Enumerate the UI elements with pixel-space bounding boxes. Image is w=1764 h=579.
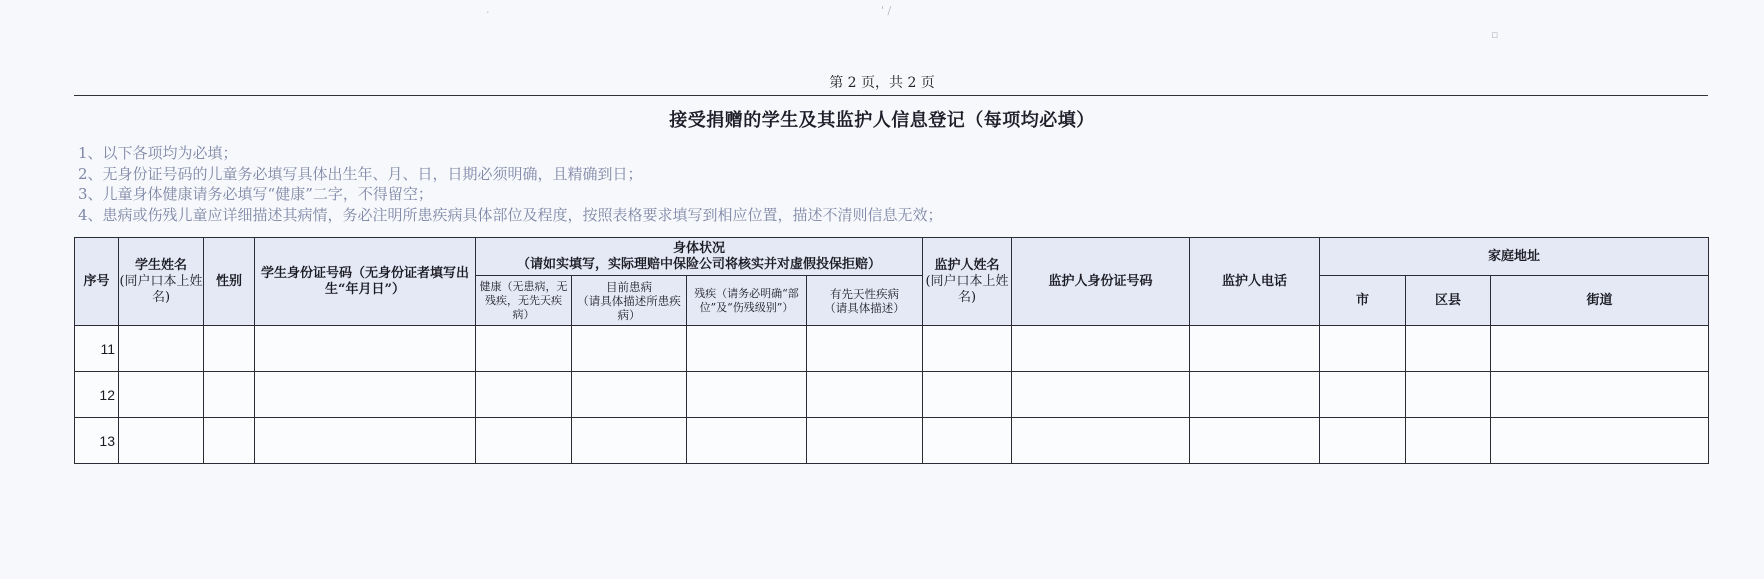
header-congenital (807, 276, 923, 326)
header-healthy: 健康（无患病，无残疾，无先天疾病） (476, 276, 572, 326)
cell-guardian-id[interactable] (1012, 372, 1190, 418)
scan-speck: ▫ (1491, 28, 1499, 41)
header-address-group: 家庭地址 (1320, 238, 1709, 276)
cell-guardian-name[interactable] (923, 418, 1012, 464)
cell-congenital[interactable] (807, 418, 923, 464)
cell-disability[interactable] (687, 372, 807, 418)
cell-gender[interactable] (204, 372, 255, 418)
header-student-name-label: 学生姓名 (134, 257, 187, 273)
table-row (75, 418, 1709, 464)
cell-student-name[interactable] (119, 372, 204, 418)
header-current-illness-label: 目前患病 (606, 279, 652, 294)
cell-guardian-name[interactable] (923, 326, 1012, 372)
row-seq: 12 (75, 372, 119, 418)
cell-city[interactable] (1320, 372, 1406, 418)
cell-guardian-id[interactable] (1012, 326, 1190, 372)
cell-student-id[interactable] (255, 418, 476, 464)
header-congenital-label: 有先天性疾病 (830, 286, 899, 301)
cell-guardian-name[interactable] (923, 372, 1012, 418)
cell-current-illness[interactable] (572, 372, 687, 418)
header-guardian-name-note: (同户口本上姓名) (925, 273, 1009, 305)
row-seq: 11 (75, 326, 119, 372)
cell-disability[interactable] (687, 418, 807, 464)
header-student-name-note: (同户口本上姓名) (119, 273, 203, 305)
note-item: 4、患病或伤残儿童应详细描述其病情，务必注明所患疾病具体部位及程度，按照表格要求填写到相应位置，描述不清则信息无效； (78, 205, 943, 224)
cell-congenital[interactable] (807, 326, 923, 372)
cell-student-id[interactable] (255, 372, 476, 418)
cell-street[interactable] (1491, 418, 1709, 464)
form-title: 接受捐赠的学生及其监护人信息登记（每项均必填） (669, 110, 1095, 131)
header-health-group-note: （请如实填写，实际理赔中保险公司将核实并对虚假投保拒赔） (517, 256, 882, 272)
cell-street[interactable] (1491, 372, 1709, 418)
header-city: 市 (1320, 276, 1406, 326)
header-current-illness-note: （请具体描述所患疾病） (577, 293, 681, 322)
note-item: 3、儿童身体健康请务必填写“健康”二字，不得留空； (78, 185, 433, 203)
cell-district[interactable] (1406, 418, 1491, 464)
header-guardian-id: 监护人身份证号码 (1012, 238, 1190, 326)
header-health-group-label: 身体状况 (673, 240, 726, 256)
header-student-id: 学生身份证号码（无身份证者填写出生“年月日”） (255, 238, 476, 326)
header-student-name (119, 238, 204, 326)
cell-student-id[interactable] (255, 326, 476, 372)
table-row (75, 326, 1709, 372)
cell-guardian-phone[interactable] (1190, 418, 1320, 464)
header-guardian-phone: 监护人电话 (1190, 238, 1320, 326)
registration-table (74, 237, 1709, 464)
header-district: 区县 (1406, 276, 1491, 326)
note-item: 2、无身份证号码的儿童务必填写具体出生年、月、日，日期必须明确，且精确到日； (78, 164, 643, 183)
header-street: 街道 (1491, 276, 1709, 326)
cell-city[interactable] (1320, 326, 1406, 372)
instruction-notes (78, 143, 943, 225)
cell-current-illness[interactable] (572, 326, 687, 372)
scan-speck: · (486, 6, 490, 19)
cell-guardian-phone[interactable] (1190, 326, 1320, 372)
table-row (75, 372, 1709, 418)
cell-city[interactable] (1320, 418, 1406, 464)
row-seq: 13 (75, 418, 119, 464)
cell-district[interactable] (1406, 326, 1491, 372)
cell-healthy[interactable] (476, 372, 572, 418)
header-gender: 性别 (204, 238, 255, 326)
cell-healthy[interactable] (476, 418, 572, 464)
cell-gender[interactable] (204, 418, 255, 464)
header-health-group (476, 238, 923, 276)
header-disability: 残疾（请务必明确“部位”及“伤残级别”） (687, 276, 807, 326)
header-congenital-note: （请具体描述） (824, 300, 905, 315)
cell-street[interactable] (1491, 326, 1709, 372)
cell-gender[interactable] (204, 326, 255, 372)
cell-student-name[interactable] (119, 418, 204, 464)
header-rule (74, 95, 1708, 96)
cell-congenital[interactable] (807, 372, 923, 418)
cell-current-illness[interactable] (572, 418, 687, 464)
cell-district[interactable] (1406, 372, 1491, 418)
header-guardian-name (923, 238, 1012, 326)
page-number: 第 2 页，共 2 页 (829, 75, 935, 91)
cell-guardian-id[interactable] (1012, 418, 1190, 464)
header-guardian-name-label: 监护人姓名 (934, 257, 1000, 273)
cell-guardian-phone[interactable] (1190, 372, 1320, 418)
header-seq: 序号 (75, 238, 119, 326)
note-item: 1、以下各项均为必填； (78, 144, 238, 162)
cell-healthy[interactable] (476, 326, 572, 372)
cell-student-name[interactable] (119, 326, 204, 372)
header-current-illness (572, 276, 687, 326)
cell-disability[interactable] (687, 326, 807, 372)
scan-speck: ' / (881, 4, 892, 17)
